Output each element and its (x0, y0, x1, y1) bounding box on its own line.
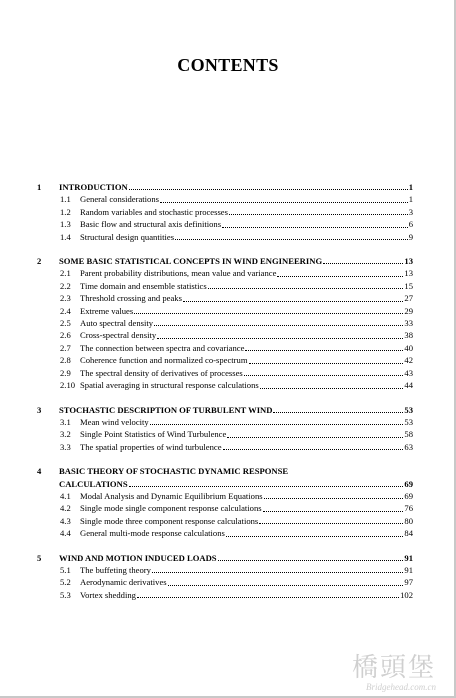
section-title: The spatial properties of wind turbulence (80, 441, 222, 452)
section-title: The buffeting theory (80, 564, 151, 575)
section-title: Vortex shedding (80, 589, 136, 600)
section-number: 2.2 (60, 280, 71, 291)
dot-leader (260, 387, 404, 389)
toc-chapter-row-continued[interactable] (0, 478, 456, 490)
chapter-number: 5 (37, 552, 42, 563)
section-page-number: 76 (404, 503, 413, 514)
section-number: 2.10 (60, 380, 76, 391)
dot-leader (263, 510, 404, 512)
section-title: Single mode three component response calculations (80, 515, 259, 526)
dot-leader (218, 559, 404, 561)
toc-chapter (0, 465, 456, 539)
section-page-number: 97 (404, 577, 413, 588)
toc-chapter (0, 552, 456, 602)
section-number: 5.1 (60, 564, 71, 575)
section-page-number: 3 (408, 206, 413, 217)
toc-section-row[interactable] (0, 280, 456, 292)
section-page-number: 29 (404, 305, 413, 316)
section-number: 2.1 (60, 268, 71, 279)
section-title: Coherence function and normalized co-spectrum (80, 355, 248, 366)
section-title: Single mode single component response calculations (80, 503, 262, 514)
section-title: Structural design quantities (80, 231, 175, 242)
section-title: Mean wind velocity (80, 416, 149, 427)
section-title: Random variables and stochastic processes (80, 206, 228, 217)
chapter-number: 2 (37, 256, 42, 267)
toc-section-row[interactable] (0, 354, 456, 366)
toc-chapter (0, 181, 456, 243)
section-page-number: 13 (404, 268, 413, 279)
toc-section-row[interactable] (0, 267, 456, 279)
dot-leader (152, 571, 403, 573)
toc-section-row[interactable] (0, 502, 456, 514)
toc-section-row[interactable] (0, 527, 456, 539)
table-of-contents (0, 181, 456, 613)
dot-leader (226, 535, 404, 537)
section-page-number: 58 (404, 429, 413, 440)
toc-section-row[interactable] (0, 193, 456, 205)
section-number: 1.4 (60, 231, 71, 242)
watermark-text: 橋頭堡 (351, 653, 436, 683)
section-title: Spatial averaging in structural response calculations (80, 380, 259, 391)
section-page-number: 91 (404, 564, 413, 575)
dot-leader (160, 201, 408, 203)
section-title: The connection between spectra and covariance (80, 342, 245, 353)
section-number: 1.1 (60, 194, 71, 205)
watermark-logo (352, 647, 436, 692)
dot-leader (183, 300, 403, 302)
toc-section-row[interactable] (0, 428, 456, 440)
dot-leader (150, 423, 404, 425)
dot-leader (245, 349, 403, 351)
toc-section-row[interactable] (0, 367, 456, 379)
toc-section-row[interactable] (0, 206, 456, 218)
toc-section-row[interactable] (0, 342, 456, 354)
dot-leader (229, 213, 408, 215)
dot-leader (134, 312, 403, 314)
section-number: 2.8 (60, 355, 71, 366)
section-number: 2.7 (60, 342, 71, 353)
dot-leader (244, 374, 404, 376)
dot-leader (259, 522, 403, 524)
section-title: Threshold crossing and peaks (80, 293, 182, 304)
section-number: 2.5 (60, 318, 71, 329)
dot-leader (154, 324, 403, 326)
dot-leader (227, 436, 403, 438)
dot-leader (129, 485, 404, 487)
chapter-page-number: 53 (404, 404, 413, 415)
section-number: 3.2 (60, 429, 71, 440)
section-page-number: 44 (404, 380, 413, 391)
section-title: Extreme values (80, 305, 134, 316)
dot-leader (137, 596, 399, 598)
dot-leader (264, 497, 404, 499)
toc-chapter-row[interactable] (0, 181, 456, 193)
section-page-number: 38 (404, 330, 413, 341)
section-page-number: 69 (404, 490, 413, 501)
section-number: 1.2 (60, 206, 71, 217)
section-number: 3.1 (60, 416, 71, 427)
section-page-number: 40 (404, 342, 413, 353)
dot-leader (157, 337, 403, 339)
dot-leader (323, 262, 403, 264)
section-title: Aerodynamic derivatives (80, 577, 167, 588)
toc-chapter-row[interactable] (0, 552, 456, 564)
section-title: Time domain and ensemble statistics (80, 280, 207, 291)
section-title: Parent probability distributions, mean value and variance (80, 268, 277, 279)
toc-chapter (0, 404, 456, 454)
dot-leader (249, 362, 404, 364)
section-page-number: 63 (404, 441, 413, 452)
toc-section-row[interactable] (0, 490, 456, 502)
toc-section-row[interactable] (0, 231, 456, 243)
section-number: 5.3 (60, 589, 71, 600)
section-number: 4.4 (60, 528, 71, 539)
chapter-page-number: 1 (408, 182, 413, 192)
section-number: 2.4 (60, 305, 71, 316)
chapter-number: 1 (37, 182, 42, 192)
chapter-number: 3 (37, 404, 42, 415)
dot-leader (222, 226, 408, 228)
section-title: Modal Analysis and Dynamic Equilibrium Equations (80, 490, 263, 501)
toc-section-row[interactable] (0, 589, 456, 601)
section-title: General considerations (80, 194, 159, 205)
chapter-page-number: 13 (404, 256, 413, 267)
toc-section-row[interactable] (0, 218, 456, 230)
chapter-title: CALCULATIONS (59, 478, 128, 489)
chapter-title: STOCHASTIC DESCRIPTION OF TURBULENT WIND (59, 404, 273, 415)
dot-leader (175, 238, 408, 240)
watermark-url: Bridgehead.com.cn (366, 682, 436, 692)
toc-chapter (0, 255, 456, 391)
toc-chapter-row[interactable] (0, 404, 456, 416)
section-page-number: 33 (404, 318, 413, 329)
section-number: 2.6 (60, 330, 71, 341)
chapter-title: SOME BASIC STATISTICAL CONCEPTS IN WIND ENGINEERING (59, 256, 323, 267)
section-title: The spectral density of derivatives of processes (80, 367, 243, 378)
chapter-page-number: 91 (404, 552, 413, 563)
toc-chapter-row[interactable] (0, 255, 456, 267)
toc-section-row[interactable] (0, 305, 456, 317)
dot-leader (129, 188, 408, 190)
toc-section-row[interactable] (0, 515, 456, 527)
toc-section-row[interactable] (0, 564, 456, 576)
section-number: 4.2 (60, 503, 71, 514)
chapter-title: INTRODUCTION (59, 182, 128, 192)
section-page-number: 6 (408, 219, 413, 230)
chapter-page-number: 69 (404, 478, 413, 489)
section-number: 4.1 (60, 490, 71, 501)
toc-section-row[interactable] (0, 292, 456, 304)
dot-leader (208, 287, 404, 289)
section-page-number: 84 (404, 528, 413, 539)
section-title: Basic flow and structural axis definitions (80, 219, 222, 230)
toc-section-row[interactable] (0, 576, 456, 588)
section-number: 2.3 (60, 293, 71, 304)
section-title: Auto spectral density (80, 318, 154, 329)
chapter-number: 4 (37, 466, 42, 477)
section-page-number: 1 (408, 194, 413, 205)
section-page-number: 80 (404, 515, 413, 526)
section-page-number: 27 (404, 293, 413, 304)
section-title: General multi-mode response calculations (80, 528, 225, 539)
chapter-title: WIND AND MOTION INDUCED LOADS (59, 552, 217, 563)
toc-section-row[interactable] (0, 416, 456, 428)
section-page-number: 102 (400, 589, 413, 600)
section-number: 1.3 (60, 219, 71, 230)
toc-section-row[interactable] (0, 317, 456, 329)
dot-leader (168, 584, 404, 586)
chapter-title: BASIC THEORY OF STOCHASTIC DYNAMIC RESPONSE (59, 466, 289, 477)
toc-section-row[interactable] (0, 379, 456, 391)
section-number: 4.3 (60, 515, 71, 526)
toc-section-row[interactable] (0, 329, 456, 341)
section-number: 2.9 (60, 367, 71, 378)
section-page-number: 43 (404, 367, 413, 378)
section-number: 3.3 (60, 441, 71, 452)
section-page-number: 9 (408, 231, 413, 242)
section-page-number: 53 (404, 416, 413, 427)
section-page-number: 42 (404, 355, 413, 366)
section-number: 5.2 (60, 577, 71, 588)
dot-leader (273, 411, 403, 413)
section-title: Single Point Statistics of Wind Turbulence (80, 429, 227, 440)
dot-leader (223, 448, 404, 450)
dot-leader (277, 275, 403, 277)
toc-section-row[interactable] (0, 441, 456, 453)
section-title: Cross-spectral density (80, 330, 157, 341)
contents-heading: CONTENTS (177, 55, 279, 75)
toc-chapter-row[interactable] (0, 465, 456, 477)
section-page-number: 15 (404, 280, 413, 291)
